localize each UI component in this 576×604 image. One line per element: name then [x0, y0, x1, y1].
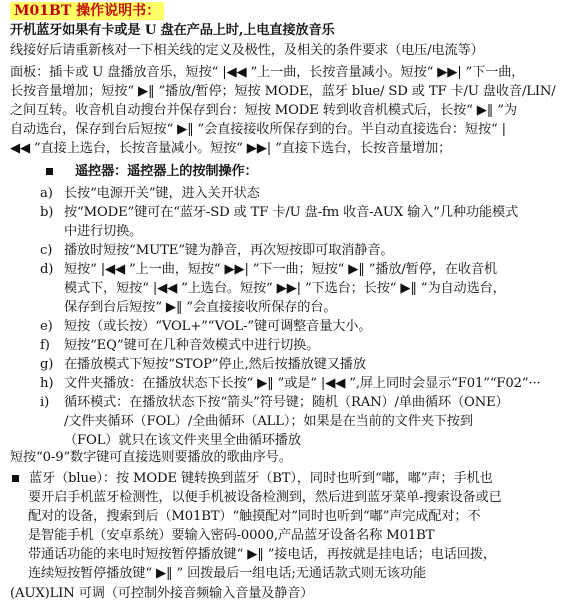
document-title: M01BT 操作说明书：: [10, 2, 164, 20]
panel-line: 自动选台，保存到台后短按“ ▶‖ ”会直接接收所保存到的台。半自动直接选台：短按“ |: [10, 122, 506, 137]
remote-item: [40, 356, 570, 374]
remote-heading: [38, 163, 570, 181]
remote-item: [40, 242, 570, 260]
remote-item-marker: h): [40, 376, 54, 391]
remote-item-marker: a): [40, 186, 53, 201]
remote-title: 遥控器：遥控器上的按制操作：: [75, 164, 258, 179]
remote-item-marker: c): [40, 243, 53, 258]
remote-item-text: 中进行切换。: [64, 224, 143, 239]
remote-item-text: 播放时短按“MUTE”键为静音，再次短按即可取消静音。: [64, 243, 394, 258]
bt-line-text: 蓝牙（blue）：按 MODE 键转换到蓝牙（BT），同时也听到“嘟，嘟”声；手机也: [29, 471, 493, 486]
heading-line: 开机蓝牙如果有卡或是 U 盘在产品上时,上电直接放音乐: [10, 23, 335, 38]
intro-line: 线接好后请重新核对一下相关线的定义及极性，及相关的条件要求（电压/电流等）: [10, 43, 484, 58]
remote-item: [40, 261, 570, 279]
remote-item-text: （FOL）就只在该文件夹里全曲循环播放: [64, 433, 301, 448]
remote-item: [40, 204, 570, 222]
panel-line: 面板：插卡或 U 盘播放音乐，短按“ |◀◀ ”上一曲，长按音量减小。短按“ ▶▶| ”下一曲，: [10, 65, 525, 80]
remote-item-text: 长按“电源开关”键，进入关开状态: [64, 186, 260, 201]
remote-item-text: 短按（或长按）“VOL+”“VOL-”键可调整音量大小。: [64, 319, 372, 334]
bt-line: 是智能手机（安卓系统）要输入密码-0000,产品蓝牙设备名称 M01BT: [28, 528, 435, 543]
remote-item-marker: b): [40, 205, 54, 220]
remote-item-marker: e): [40, 319, 53, 334]
bt-line: 要开启手机蓝牙检测性，以便手机被设备检测到，然后进到蓝牙菜单-搜索设备或已: [28, 490, 502, 505]
remote-item: [40, 432, 570, 450]
remote-item: [40, 185, 570, 203]
remote-item-text: 按“MODE”键可在“蓝牙-SD 或 TF 卡/U 盘-fm 收音-AUX 输入”几种功能模式: [64, 205, 519, 220]
bt-line: [10, 470, 570, 488]
remote-item-text: /文件夹循环（FOL）/全曲循环（ALL）；如果是在当前的文件夹下按到: [64, 414, 473, 429]
remote-item-text: 模式下，短按“ |◀◀ ”上选台。短按“ ▶▶| ”下选台；长按“ ▶‖ ”为自动选台，: [64, 281, 506, 296]
remote-item: [40, 299, 570, 317]
remote-item: [40, 337, 570, 355]
bt-line: 配对的设备，搜索到后（M01BT）“触摸配对”同时也听到“嘟”声完成配对；不: [28, 509, 481, 524]
digit-line: 短按“0-9”数字键可直接选则要播放的歌曲序号。: [10, 450, 292, 465]
remote-item-marker: g): [40, 357, 54, 372]
remote-item-marker: i): [40, 395, 50, 410]
remote-item-text: 保存到台后短按“ ▶‖ ”会直接接收所保存的台。: [64, 300, 337, 315]
square-bullet-icon: [46, 168, 53, 175]
bt-line: 带通话功能的来电时短按暂停播放键“ ▶‖ ”接电话，再按就是挂电话；电话回拨，: [28, 547, 496, 562]
remote-item: [40, 375, 570, 393]
remote-item: [40, 318, 570, 336]
remote-item-text: 在播放模式下短按“STOP”停止,然后按播放键又播放: [64, 357, 366, 372]
remote-item: [40, 223, 570, 241]
bt-line: 连续短按暂停播放键“ ▶‖ ” 回拨最后一组电话;无通话款式则无该功能: [28, 566, 427, 581]
panel-line: 长按音量增加；短按“ ▶‖ ”播放/暂停；短按 MODE，蓝牙 blue/ SD 或 TF 卡/U 盘收音/LIN/: [10, 84, 556, 99]
remote-item: [40, 413, 570, 431]
remote-item-text: 文件夹播放：在播放状态下长按“ ▶‖ ”或是“ |◀◀ ”,屏上同时会显示“F01”“F02”···: [64, 376, 541, 391]
remote-item: [40, 394, 570, 412]
remote-item-text: 短按“EQ”键可在几种音效模式中进行切换。: [64, 338, 320, 353]
remote-item: [40, 280, 570, 298]
aux-line: (AUX)LIN 可调（可控制外接音频输入音量及静音）: [10, 586, 314, 601]
remote-item-marker: f): [40, 338, 50, 353]
panel-line: ◀◀ ”直接上选台，长按音量减小。短按“ ▶▶| ”直接下选台，长按音量增加；: [10, 141, 452, 156]
remote-item-text: 短按“ |◀◀ ”上一曲，短按“ ▶▶| ”下一曲；短按“ ▶‖ ”播放/暂停，在收音机: [64, 262, 497, 277]
remote-item-marker: d): [40, 262, 54, 277]
panel-line: 之间互转。收音机自动搜台并保存到台：短按 MODE 转到收音机模式后，长按“ ▶‖ ”为: [10, 103, 517, 118]
square-bullet-icon: [12, 475, 19, 482]
remote-item-text: 循环模式：在播放状态下按“箭头”符号键；随机（RAN）/单曲循环（ONE）: [64, 395, 509, 410]
